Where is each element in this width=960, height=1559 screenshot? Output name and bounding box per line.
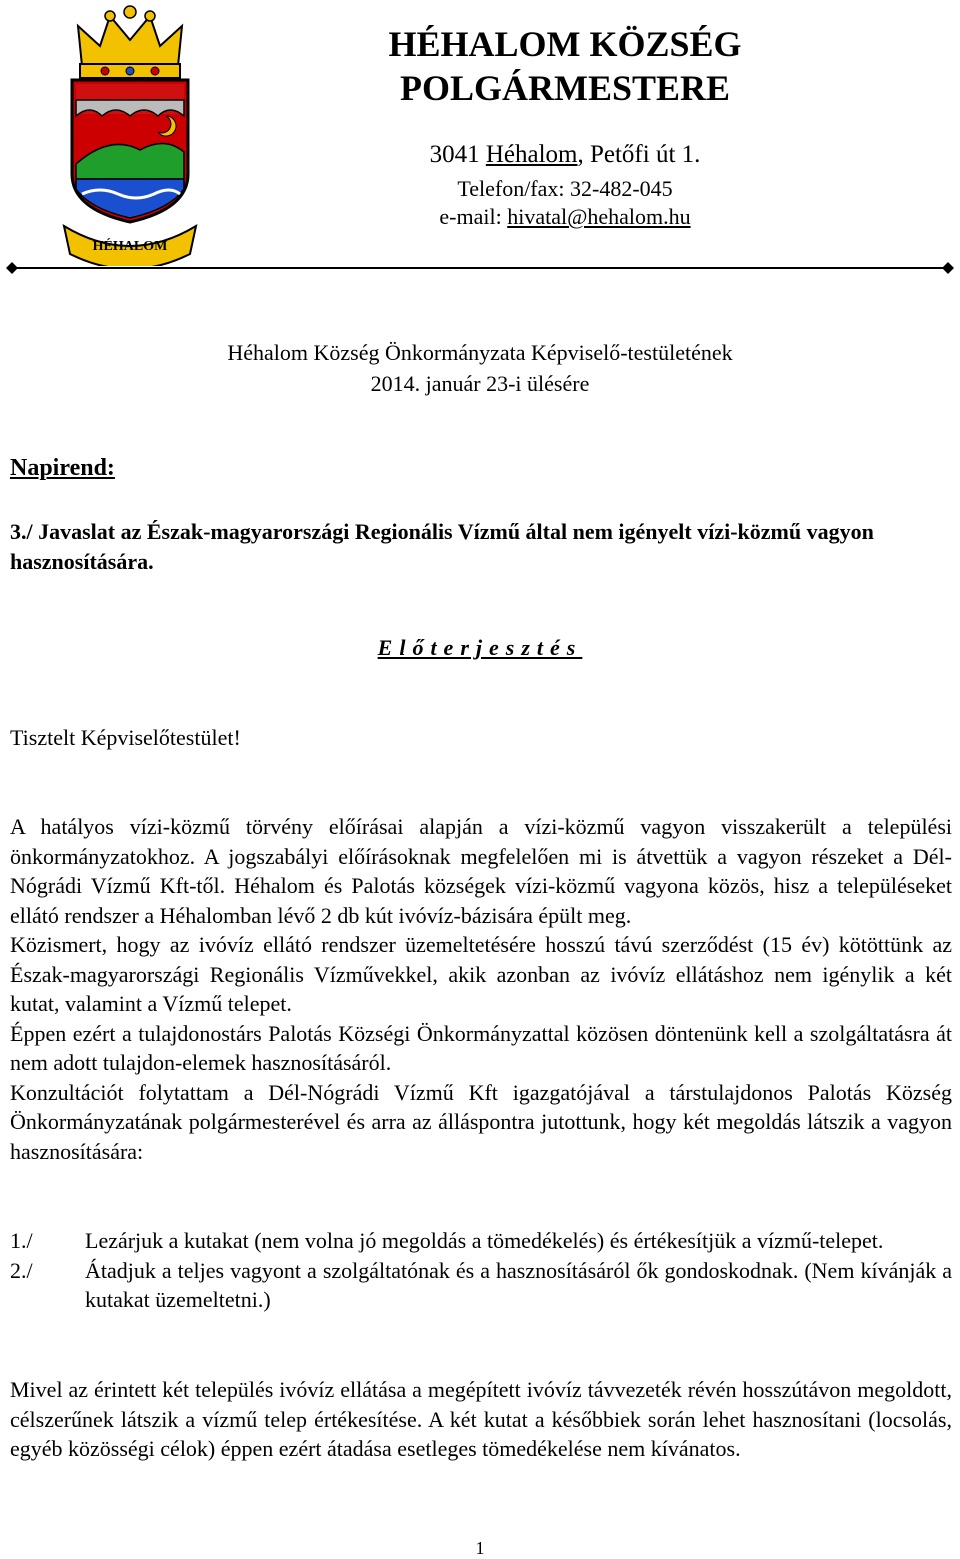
- agenda-label: Napirend:: [10, 455, 115, 481]
- paragraph-3: Éppen ezért a tulajdonostárs Palotás Községi Önkormányzattal közösen döntenünk kell a szolgáltatásra át nem adott tulajdon-elemek hasznosításáról.: [10, 1020, 952, 1075]
- diamond-left-icon: [6, 262, 18, 274]
- address-prefix: 3041: [429, 141, 486, 168]
- email-link[interactable]: hivatal@hehalom.hu: [507, 204, 691, 229]
- address-rest: , Petőfi út 1.: [577, 141, 701, 168]
- addressee-line-1: Héhalom Község Önkormányzata Képviselő-testületének: [227, 340, 733, 365]
- email-line: [300, 204, 830, 230]
- page-title: [300, 22, 830, 110]
- paragraph-4: Konzultációt folytattam a Dél-Nógrádi Vízmű Kft igazgatójával a társtulajdonos Palotás Község Önkormányzatának polgármesterével és arra az álláspontra jutottunk, hogy két megoldás látszik a vagyon hasznosítására:: [10, 1079, 952, 1164]
- greeting: Tisztelt Képviselőtestület!: [10, 725, 241, 750]
- list-item-text: Átadjuk a teljes vagyont a szolgáltatónak és a hasznosításáról ők gondoskodnak. (Nem kívánják a kutakat üzemeltetni.): [85, 1257, 952, 1312]
- page-number: 1: [475, 1538, 485, 1558]
- diamond-right-icon: [942, 262, 954, 274]
- paragraph-1: A hatályos vízi-közmű törvény előírásai alapján a vízi-közmű vagyon visszakerült a települési önkormányzatokhoz. A jogszabályi előírásoknak megfelelően mi is átvettük a vagyon részeket a Dél-Nógrádi Vízmű Kft-től. Héhalom és Palotás községek vízi-közmű vagyona közös, hisz a településeket ellátó rendszer a Héhalomban lévő 2 db kút ivóvíz-bázisára épült meg.: [10, 814, 952, 928]
- crest-ribbon-text: HÉHALOM: [92, 239, 168, 254]
- title-line-1: HÉHALOM KÖZSÉG: [388, 24, 742, 64]
- agenda-item: 3./ Javaslat az Észak-magyarországi Regionális Vízmű által nem igényelt vízi-közmű vagyon hasznosítására.: [10, 519, 874, 574]
- section-heading: Előterjesztés: [377, 635, 583, 660]
- options-list: [10, 1226, 952, 1315]
- body-text: [10, 812, 952, 1166]
- address-town: Héhalom: [485, 141, 578, 168]
- title-line-2: POLGÁRMESTERE: [399, 68, 731, 108]
- conclusion-paragraph: Mivel az érintett két település ivóvíz ellátása a megépített ivóvíz távvezeték révén hosszútávon megoldott, célszerűnek látszik a vízmű telep értékesítése. A két kutat a későbbiek során lehet hasznosítani (locsolás, egyéb közösségi célok) éppen ezért átadása esetleges tömedékelése nem kívánatos.: [10, 1377, 952, 1461]
- list-item-number: 2./: [10, 1257, 33, 1283]
- list-item-text: Lezárjuk a kutakat (nem volna jó megoldás a tömedékelés) és értékesítjük a vízmű-telepet.: [85, 1228, 884, 1253]
- header-separator: [6, 262, 954, 274]
- phone-line: Telefon/fax: 32-482-045: [457, 176, 673, 201]
- list-item-number: 1./: [10, 1228, 33, 1253]
- list-item: [10, 1256, 952, 1315]
- address-line: [300, 140, 830, 170]
- coat-of-arms-logo: [60, 4, 200, 266]
- addressee-line-2: 2014. január 23-i ülésére: [370, 371, 590, 396]
- list-item: [10, 1226, 952, 1256]
- email-prefix: e-mail:: [439, 204, 508, 229]
- paragraph-2: Közismert, hogy az ivóvíz ellátó rendszer üzemeltetésére hosszú távú szerződést (15 év) kötöttünk az Észak-magyarországi Regionális Vízművekkel, akik azonban az ivóvíz ellátáshoz nem igénylik a két kutat, valamint a Vízmű telepet.: [10, 932, 952, 1016]
